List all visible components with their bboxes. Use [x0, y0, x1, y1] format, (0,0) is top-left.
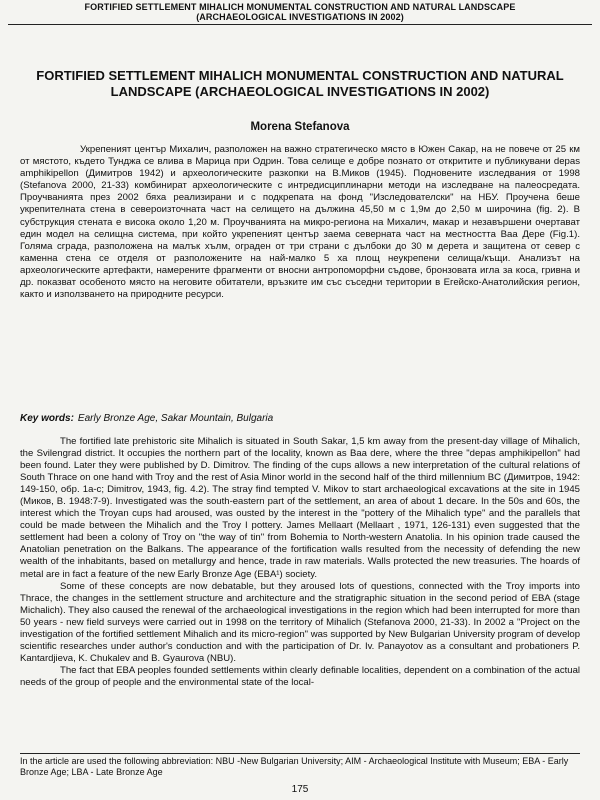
author-name: Morena Stefanova — [250, 121, 350, 133]
body-paragraph-1: The fortified late prehistoric site Mihalich is situated in South Sakar, 1,5 km away from the present-day village of Mihalich, the Svilengrad district. It occupies the northern part of the locality, known as Baa dere, where the three "depas amphikipellon" had been found. Later they were published by D. Dimitrov. The finding of the cups allows a new interpretation of the cultural relations of South Thrace on one hand with Troy and the rest of Asia Minor world in the second half of the third millennium BC (Димитров, 1942: 149-150, обр. 1а-с; Dimitrov, 1943, fig. 4.2). The stray find tempted V. Mikov to start archaeological excavations at the site in 1945 (Миков, В. 1948:7-9). Investigated was the south-eastern part of the settlement, an area of about 1 decare. In the 50s and 60s, the interest which the Troyan cups had aroused, was ousted by the interest in the "pottery of the Mihalich type" and the parallels that could be made between the Mihalich and the Troy I pottery. James Mellaart (Mellaart , 1971, 126-131) even suggested that the settlement had been a colony of Troy on "the way of tin" from Bohemia to North-western Anatolia. In his opinion trade caused the Anatolian penetration on the Balkans. The appearance of the fortification walls resulted from the necessity of defending the new wealth of the inhabitants, based on metallurgy and hence, trade in raw materials. Walls protected the new treasuries. The hoards of metal are in fact a feature of the new Early Bronze Age (EBA¹) society. — [20, 436, 580, 580]
keywords-text: Early Bronze Age, Sakar Mountain, Bulgaria — [77, 413, 274, 424]
keywords — [20, 413, 580, 425]
running-header-line-2: (ARCHAEOLOGICAL INVESTIGATIONS IN 2002) — [196, 12, 404, 22]
running-header — [8, 2, 592, 22]
body-paragraph-2: Some of these concepts are now debatable, but they aroused lots of questions, connected with the Troy imports into Thrace, the changes in the settlement structure and architecture and the stratigraphic situation in the second period of EBA (stage Michalich). They also caused the renewal of the archaeological investigations in the region which had been interrupted for more than 50 years - new field surveys were carried out in 1998 on the territory of Mihalich (Stefanova 2000, 21-33). In 2002 a "Project on the investigation of the fortified settlement Mihalich and its micro-region" was supported by New Bulgarian University program of develop scientific researches under author's conduction and with the participation of Dr. Iv. Panayotov as a consultant and probationers P. Kantardjieva, K. Chukalev and B. Gyaurova (NBU). — [20, 580, 580, 664]
running-header-line-1: FORTIFIED SETTLEMENT MIHALICH MONUMENTAL CONSTRUCTION AND NATURAL LANDSCAPE — [84, 2, 516, 12]
abstract-bulgarian: Укрепеният център Михалич, разположен на важно стратегическо място в Южен Сакар, на не повече от 25 км от мястото, където Тунджа се влива в Марица при Одрин. Това селище е добре познато от откритите и публикувани depas amphikipellon (Димитров 1942) и археологическите разкопки на В.Миков (1945). Подновените изследвания от 1998 (Stefanova 2000, 21-33) комбинират археологическите с интредисциплинарни методи на изследване на палеосредата. Проучванията през 2002 бяха реализирани и с подкрепата на фонд "Изследователски" на НБУ. Проучена беше укрепителната стена в североизточната част на селището на дължина 45,50 м с 1,9м до 2,50 м широчина (fig. 2). В субструкция стената е висока около 1,20 м. Проучванията на микро-региона на Михалич, макар и незавършени очертават един модел на селищна система, при който укрепеният център заема северната част на местността Ваа Дере (Fig.1). Голяма сграда, разположена на малък хълм, ограден от три страни с дълбоки до 30 м дерета и защитена от север с каменна стена се отделя от разположените на най-малко 5 ха площ неукрепени селища/къщи. Анализът на археологическите артефакти, намерените фрагменти от вносни антропоморфни съдове, бронзовата игла за коса, гривна и др. показват особеното място на неговите обитатели, връзките им със съседни територии в Егейско-Анатолийския регион, както и използването на природните ресурси. — [20, 144, 580, 301]
article-title: FORTIFIED SETTLEMENT MIHALICH MONUMENTAL CONSTRUCTION AND NATURAL LANDSCAPE (ARCHAEOLOGICAL INVESTIGATIONS IN 2002) — [36, 68, 564, 99]
footnote: In the article are used the following abbreviation: NBU -New Bulgarian University; AIM - Archaeological Institute with Museum; EBA - Early Bronze Age; LBA - Late Bronze Age — [20, 756, 569, 777]
footnote-rule — [20, 753, 580, 754]
header-rule — [8, 24, 592, 25]
body-paragraph-3: The fact that EBA peoples founded settlements within clearly definable localities, dependent on a combination of the actual needs of the group of people and the environmental state of the local- — [20, 664, 580, 688]
article-body — [20, 436, 580, 689]
page-number: 175 — [291, 784, 309, 795]
keywords-label: Key words: — [20, 413, 74, 424]
